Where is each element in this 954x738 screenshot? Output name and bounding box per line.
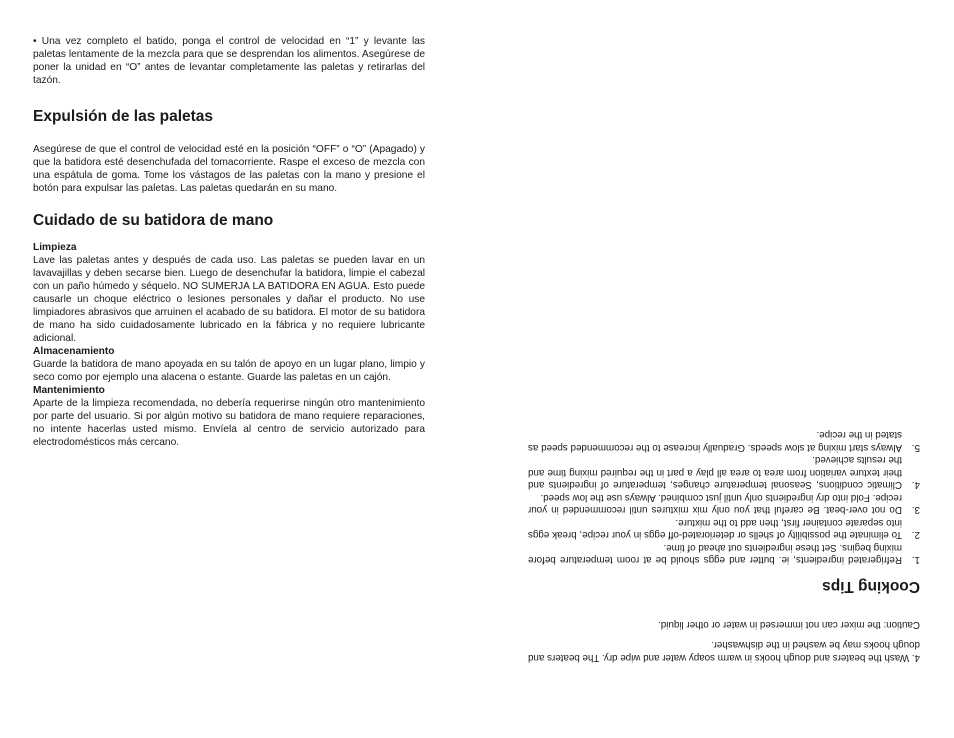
list-item: 4. Climatic conditions, Seasonal temperature changes, temperature of ingredients and their texture variation from area to area all play a part in the required mixing time and the results achieved.	[528, 454, 920, 491]
wash-paragraph: 4. Wash the beaters and dough hooks in warm soapy water and wipe dry. The beaters and dough hooks may be washed in the dishwasher.	[528, 639, 920, 663]
maintenance-paragraph: Aparte de la limpieza recomendada, no debería requerirse ningún otro mantenimiento por parte del usuario. Si por algún motivo su batidora de mano requiere reparaciones, no intente hacerlas usted mismo. Envíela al centro de servicio autorizado para electrodomésticos más cercano.	[33, 398, 425, 448]
list-item: 3. Do not over-beat. Be careful that you only mix mixtures until recommended in your recipe. Fold into dry ingredients only until just combined. Always use the low speed.	[528, 492, 920, 516]
storage-paragraph: Guarde la batidora de mano apoyada en su talón de apoyo en un lugar plano, limpio y seco como por ejemplo una alacena o estante. Guarde las paletas en un cajón.	[33, 359, 425, 383]
caution-line: Caution: the mixer can not immersed in water or other liquid.	[658, 619, 920, 630]
cooking-tips-title: Cooking Tips	[822, 578, 920, 596]
intro-paragraph: • Una vez completo el batido, ponga el control de velocidad en “1” y levante las paletas lentamente de la mezcla para que se desprendan los alimentos. Asegúrese de poner la unidad en “O” antes de levantar completamente las paletas y retirarlas del tazón.	[33, 36, 425, 86]
english-column-rotated	[528, 428, 920, 663]
cleaning-paragraph: Lave las paletas antes y después de cada uso. Las paletas se pueden lavar en un lavavajillas y deben secarse bien. Luego de desenchufar la batidora, limpie el cabezal con un paño húmedo y séquelo. NO SUMERJA LA BATIDORA EN AGUA. Esto puede causarle un choque eléctrico o lesiones personales y dañar el producto. No use limpiadores abrasivos que arruinen el acabado de su batidora. El motor de su batidora de mano ha sido cuidadosamente lubricado en la fábrica y no requiere lubricante adicional.	[33, 255, 425, 344]
list-item: 5. Always start mixing at slow speeds. Gradually increase to the recommended speed as stated in the recipe.	[528, 429, 920, 453]
section-title-care: Cuidado de su batidora de mano	[33, 212, 274, 229]
maintenance-heading: Mantenimiento	[33, 385, 105, 396]
cleaning-heading: Limpieza	[33, 242, 77, 253]
storage-heading: Almacenamiento	[33, 346, 115, 357]
list-item: 1. Refrigerated ingredients, ie. butter and eggs should be at room temperature before mixing begins. Set these ingredients out ahead of time.	[528, 542, 920, 566]
list-item: 2. To eliminate the possibility of shells or deteriorated-off eggs in your recipe, break eggs into separate container first, then add to the mixture.	[528, 517, 920, 541]
expulsion-paragraph: Asegúrese de que el control de velocidad esté en la posición “OFF” o “O” (Apagado) y que la batidora esté desenchufada del tomacorriente. Raspe el exceso de mezcla con una espátula de goma. Tome los vástagos de las paletas con la mano y presione el botón para expulsar las paletas. Las paletas quedarán en su mano.	[33, 144, 425, 194]
spanish-column	[33, 35, 425, 449]
section-title-expulsion: Expulsión de las paletas	[33, 108, 214, 125]
cooking-tips-list	[528, 428, 920, 566]
